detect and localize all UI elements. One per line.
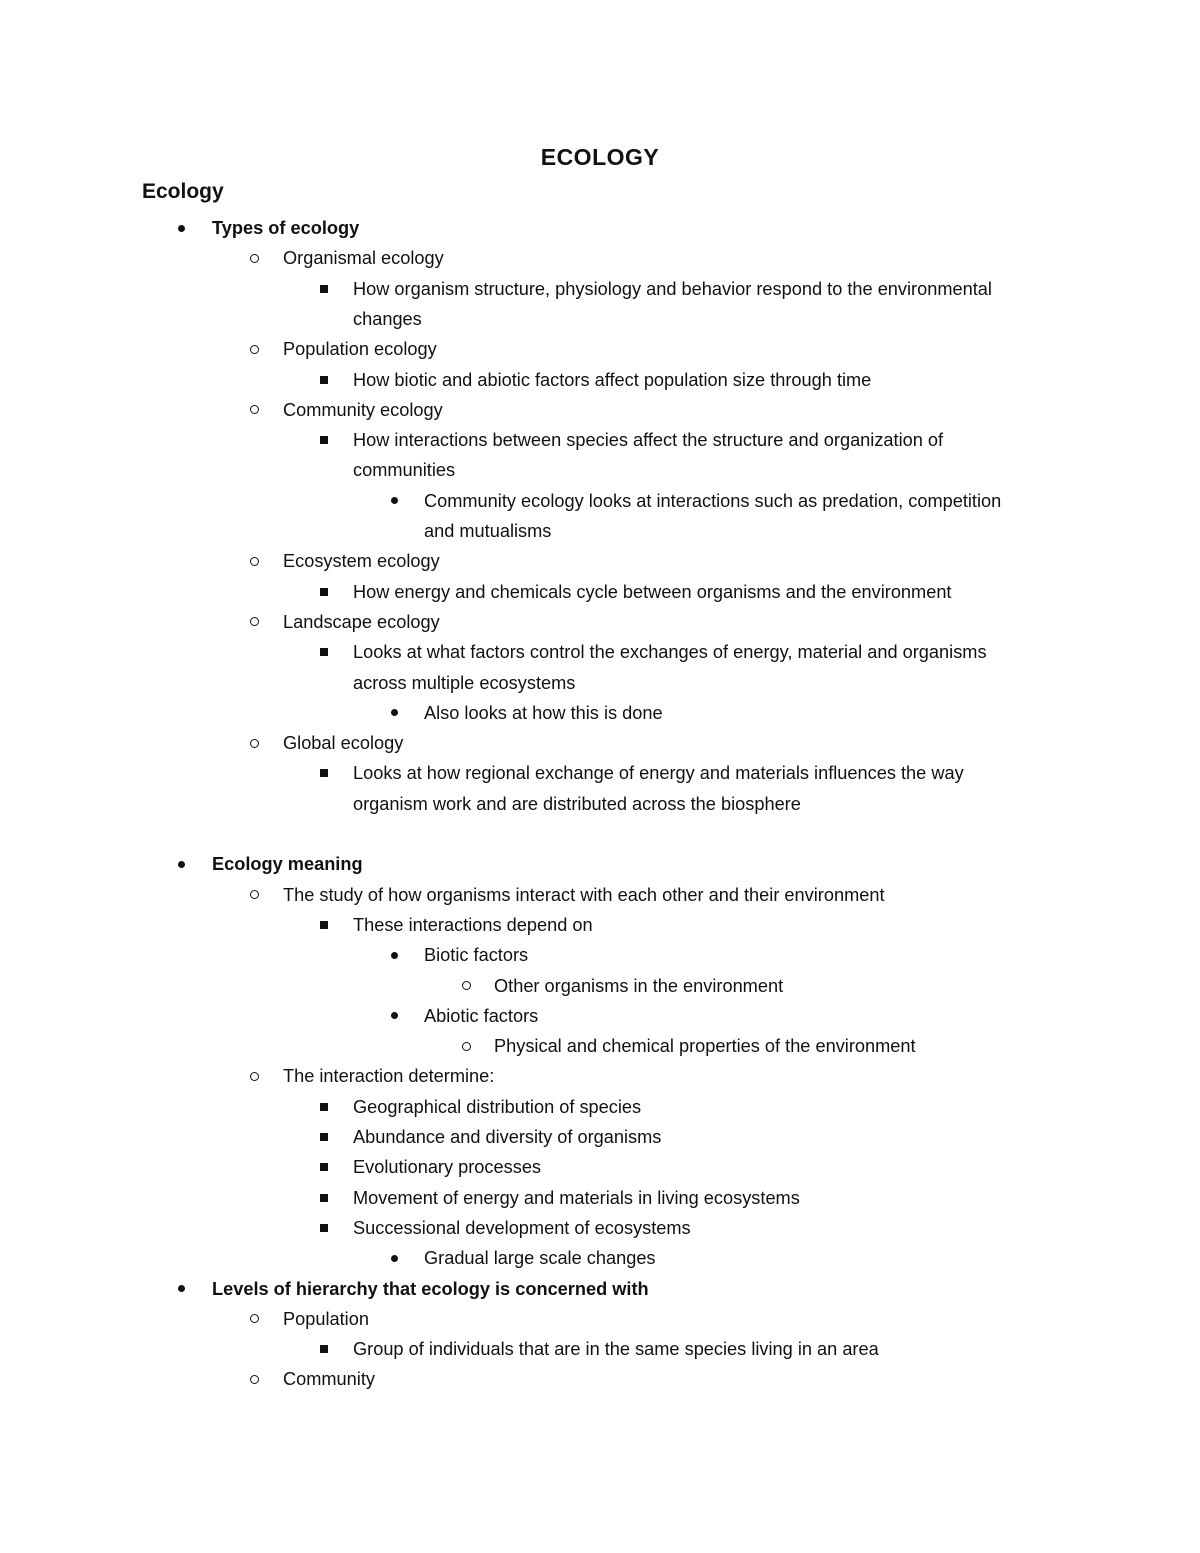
circle-bullet-icon bbox=[250, 1314, 259, 1323]
square-bullet-icon bbox=[320, 1224, 328, 1232]
outline-item-level-3: How energy and chemicals cycle between organisms and the environment bbox=[353, 581, 952, 602]
outline-item-level-3: organism work and are distributed across the biosphere bbox=[353, 793, 801, 814]
circle-bullet-icon bbox=[462, 981, 471, 990]
outline-item-level-2: Population bbox=[283, 1308, 369, 1329]
square-bullet-icon bbox=[320, 1194, 328, 1202]
square-bullet-icon bbox=[320, 1163, 328, 1171]
circle-bullet-icon bbox=[250, 617, 259, 626]
outline-item-level-4: Biotic factors bbox=[424, 945, 529, 966]
square-bullet-icon bbox=[320, 921, 328, 929]
outline-item-level-3: Geographical distribution of species bbox=[353, 1096, 642, 1117]
outline-item-level-1: Ecology meaning bbox=[212, 854, 363, 875]
outline-item-level-2: Organismal ecology bbox=[283, 248, 444, 269]
square-bullet-icon bbox=[320, 588, 328, 596]
outline-item-level-3: Looks at what factors control the exchanges of energy, material and organisms bbox=[353, 642, 987, 663]
outline-item-level-2: Global ecology bbox=[283, 733, 404, 754]
square-bullet-icon bbox=[320, 1133, 328, 1141]
outline-item-level-5: Other organisms in the environment bbox=[494, 975, 784, 996]
outline-item-level-3: Group of individuals that are in the same species living in an area bbox=[353, 1339, 879, 1360]
outline-item-level-2: Community ecology bbox=[283, 399, 443, 420]
circle-bullet-icon bbox=[250, 1072, 259, 1081]
disc-bullet-icon bbox=[391, 709, 398, 716]
square-bullet-icon bbox=[320, 1345, 328, 1353]
outline-item-level-2: Community bbox=[283, 1369, 375, 1390]
outline-item-level-1: Levels of hierarchy that ecology is concerned with bbox=[212, 1278, 649, 1299]
outline-item-level-2: Landscape ecology bbox=[283, 611, 440, 632]
disc-bullet-icon bbox=[178, 861, 185, 868]
outline-item-level-2: Population ecology bbox=[283, 339, 437, 360]
outline-item-level-3: Movement of energy and materials in living ecosystems bbox=[353, 1187, 800, 1208]
square-bullet-icon bbox=[320, 648, 328, 656]
disc-bullet-icon bbox=[391, 952, 398, 959]
outline-item-level-3: These interactions depend on bbox=[353, 914, 593, 935]
circle-bullet-icon bbox=[250, 254, 259, 263]
document-title: ECOLOGY bbox=[540, 144, 660, 170]
outline-item-level-3: Abundance and diversity of organisms bbox=[353, 1127, 662, 1147]
outline-item-level-2: The study of how organisms interact with each other and their environment bbox=[283, 884, 885, 905]
outline-item-level-1: Types of ecology bbox=[212, 218, 360, 238]
circle-bullet-icon bbox=[250, 405, 259, 414]
disc-bullet-icon bbox=[391, 1012, 398, 1019]
disc-bullet-icon bbox=[178, 225, 185, 232]
square-bullet-icon bbox=[320, 436, 328, 444]
outline-item-level-4: Abiotic factors bbox=[424, 1005, 539, 1026]
outline-item-level-3: communities bbox=[353, 460, 456, 481]
section-heading: Ecology bbox=[142, 180, 224, 203]
outline-item-level-3: How organism structure, physiology and behavior respond to the environmental bbox=[353, 278, 992, 299]
outline-item-level-4: Gradual large scale changes bbox=[424, 1248, 656, 1269]
outline-item-level-2: The interaction determine: bbox=[283, 1066, 495, 1087]
outline-item-level-3: Successional development of ecosystems bbox=[353, 1217, 691, 1238]
outline-item-level-2: Ecosystem ecology bbox=[283, 551, 440, 572]
disc-bullet-icon bbox=[391, 1255, 398, 1262]
outline-item-level-3: changes bbox=[353, 308, 422, 329]
outline-item-level-3: Evolutionary processes bbox=[353, 1157, 542, 1178]
square-bullet-icon bbox=[320, 1103, 328, 1111]
disc-bullet-icon bbox=[391, 497, 398, 504]
outline-item-level-4: Community ecology looks at interactions such as predation, competition bbox=[424, 490, 1002, 511]
outline-item-level-5: Physical and chemical properties of the environment bbox=[494, 1036, 916, 1057]
outline-item-level-4: Also looks at how this is done bbox=[424, 702, 663, 723]
outline-item-level-3: Looks at how regional exchange of energy and materials influences the way bbox=[353, 763, 964, 784]
circle-bullet-icon bbox=[250, 345, 259, 354]
outline-item-level-4: and mutualisms bbox=[424, 521, 552, 541]
outline-item-level-3: across multiple ecosystems bbox=[353, 672, 576, 693]
circle-bullet-icon bbox=[250, 557, 259, 566]
outline-item-level-3: How interactions between species affect the structure and organization of bbox=[353, 430, 944, 451]
circle-bullet-icon bbox=[250, 1375, 259, 1384]
circle-bullet-icon bbox=[462, 1042, 471, 1051]
square-bullet-icon bbox=[320, 285, 328, 293]
outline-item-level-3: How biotic and abiotic factors affect population size through time bbox=[353, 369, 872, 390]
circle-bullet-icon bbox=[250, 739, 259, 748]
square-bullet-icon bbox=[320, 376, 328, 384]
circle-bullet-icon bbox=[250, 890, 259, 899]
square-bullet-icon bbox=[320, 769, 328, 777]
disc-bullet-icon bbox=[178, 1285, 185, 1292]
